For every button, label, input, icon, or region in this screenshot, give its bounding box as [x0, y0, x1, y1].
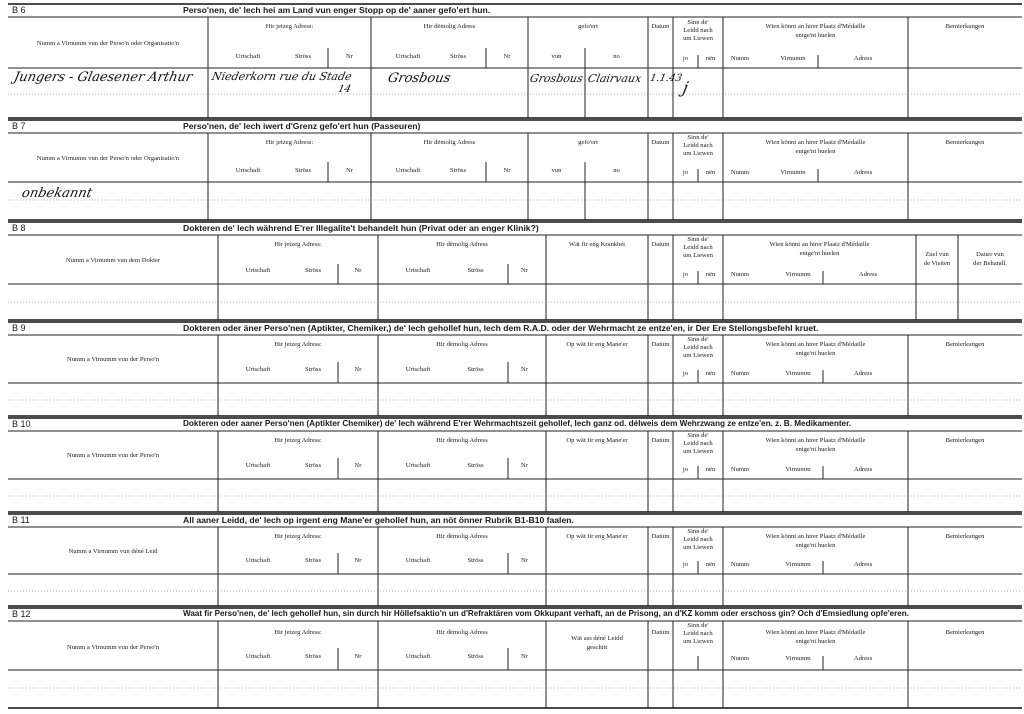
- col-nr: Nr: [346, 53, 353, 60]
- col-stross: Ströss: [467, 267, 484, 274]
- person-header: Numm a Virnumm vun der Perso'n oder Organisatio'n: [36, 155, 180, 162]
- sinn-line3: um Liewen: [683, 544, 713, 551]
- current-address-header: Hir jetzeg Adress:: [274, 437, 322, 444]
- col-nr: Nr: [354, 557, 362, 564]
- medal-line2: entge'nt huelen: [799, 250, 840, 257]
- col-urtschaft: Urtschaft: [405, 557, 431, 564]
- col-nr: Nr: [521, 366, 528, 373]
- col-nen: nën: [705, 370, 716, 377]
- person-header: Numm a Virnumm vun déné Leid: [68, 548, 158, 555]
- section-title: Waat fir Perso'nen, de' lech gehollef hun, sin durch hir Höllefsaktio'n un d'Refraktären vom Okkupant verhaft, an de Prisong, an d'KZ komm oder erschoss gin? Och d'Emsiedlung opfe'eren.: [183, 609, 909, 618]
- section-code: B 7: [12, 121, 26, 131]
- col-virnumm: Virnumm: [785, 271, 811, 278]
- col-urtschaft: Urtschaft: [395, 53, 421, 60]
- handwritten-to: Clairvaux: [586, 72, 643, 85]
- col-virnumm: Virnumm: [785, 370, 811, 377]
- col-numm: Numm: [730, 655, 750, 662]
- col-stross: Ströss: [467, 653, 484, 660]
- section-b11: [8, 514, 1022, 606]
- col-urtschaft: Urtschaft: [245, 653, 271, 660]
- section-code: B 9: [12, 323, 26, 333]
- col-stross: Ströss: [304, 267, 322, 274]
- person-header: Numm a Virnumm vun der Perso'n: [66, 644, 160, 651]
- sinn-line3: um Liewen: [683, 150, 713, 157]
- former-address-header: Hir dëmolig Adress: [423, 139, 476, 146]
- col-urtschaft: Urtschaft: [235, 167, 261, 174]
- col-stross: Ströss: [467, 557, 484, 564]
- section-code: B 11: [12, 515, 30, 525]
- sinn-line2: Leidd nach: [683, 244, 713, 251]
- col-illness: Wät fir eng Krankhét: [568, 241, 626, 248]
- sinn-line1: Sinn de': [687, 528, 709, 535]
- section-code: B 12: [12, 609, 31, 619]
- col-urtschaft: Urtschaft: [245, 267, 271, 274]
- former-address-header: Hir dëmolig Adress: [436, 629, 488, 636]
- medal-line2: entge'nt huelen: [795, 446, 836, 453]
- col-stross: Ströss: [304, 557, 322, 564]
- col-virnumm: Virnumm: [785, 466, 811, 473]
- col-nr: Nr: [521, 557, 528, 564]
- col-urtschaft: Urtschaft: [395, 167, 421, 174]
- visits-line1: Zuel vun: [925, 251, 949, 258]
- former-address-header: Hir dëmolig Adress: [423, 23, 476, 30]
- medal-line1: Wien könnt an hirer Plaatz d'Médaille: [769, 241, 870, 248]
- col-nen: nën: [705, 55, 716, 62]
- former-address-header: Hir dëmolig Adress: [436, 533, 488, 540]
- section-b7: [8, 120, 1022, 220]
- sinn-line3: um Liewen: [683, 638, 713, 645]
- col-date: Datum: [651, 241, 670, 248]
- col-stross: Ströss: [294, 53, 312, 60]
- col-virnumm: Virnumm: [780, 169, 806, 176]
- col-stross: Ströss: [304, 366, 322, 373]
- col-numm: Numm: [730, 55, 750, 62]
- col-date: Datum: [651, 629, 670, 636]
- col-nr: Nr: [503, 167, 511, 174]
- section-title: Dokteren oder äner Perso'nen (Aptikter, Chemiker,) de' lech gehollef hun, lech dem R.A.D. oder der Wehrmacht ze entze'en, ir Der Ere Stellongsbefehl kruet.: [183, 323, 819, 333]
- col-nr: Nr: [354, 366, 362, 373]
- medal-line1: Wien könnt an hirer Plaatz d'Médaille: [765, 437, 866, 444]
- col-to: no: [613, 167, 620, 174]
- col-nr: Nr: [521, 653, 528, 660]
- col-manner: Op wät fir eng Mane'er: [566, 533, 628, 540]
- section-b10: [8, 418, 1022, 512]
- col-nen: nën: [705, 466, 716, 473]
- section-code: B 6: [12, 5, 26, 15]
- col-remarks: Bemierkungen: [945, 629, 985, 636]
- duration-line2: der Behandl.: [973, 260, 1007, 267]
- section-code: B 10: [12, 419, 31, 429]
- medal-line2: entge'nt huelen: [795, 638, 836, 645]
- col-virnumm: Virnumm: [785, 561, 811, 568]
- current-address-header: Hir jetzeg Adress:: [274, 241, 322, 248]
- col-numm: Numm: [730, 271, 750, 278]
- col-adress: Adress: [853, 55, 873, 62]
- col-nr: Nr: [346, 167, 353, 174]
- medal-line2: entge'nt huelen: [795, 542, 836, 549]
- col-numm: Numm: [730, 169, 750, 176]
- sinn-line2: Leidd nach: [683, 27, 713, 34]
- handwritten-jo-mark: j: [680, 78, 690, 97]
- person-header: Numm a Virnumm vun der Perso'n oder Organisatio'n: [36, 40, 180, 47]
- sinn-line2: Leidd nach: [683, 142, 713, 149]
- section-b8: [8, 222, 1022, 320]
- handwritten-current-nr: 14: [336, 84, 352, 95]
- sinn-line2: Leidd nach: [683, 630, 713, 637]
- col-urtschaft: Urtschaft: [405, 462, 431, 469]
- col-nr: Nr: [521, 462, 528, 469]
- section-title: Dokteren de' lech während E'rer Illegalite't behandelt hun (Privat oder an enger Klinik?): [183, 223, 539, 233]
- col-remarks: Bemierkungen: [945, 139, 985, 146]
- col-to: no: [613, 53, 620, 60]
- col-nr: Nr: [354, 653, 362, 660]
- section-b12: [8, 608, 1022, 708]
- col-remarks: Bemierkungen: [945, 23, 985, 30]
- current-address-header: Hir jetzeg Adress:: [274, 341, 322, 348]
- col-jo: jo: [682, 561, 689, 568]
- visits-line2: de Visiten: [923, 260, 951, 267]
- col-numm: Numm: [730, 466, 750, 473]
- col-adress: Adress: [853, 561, 873, 568]
- current-address-header: Hir jetzeg Adress:: [274, 533, 322, 540]
- col-stross: Ströss: [304, 653, 322, 660]
- sinn-line1: Sinn de': [687, 432, 709, 439]
- col-stross: Ströss: [449, 53, 467, 60]
- current-address-header: Hir jetzeg Adress:: [265, 139, 314, 146]
- person-header: Numm a Virnumm vun der Perso'n: [66, 452, 160, 459]
- col-date: Datum: [651, 23, 670, 30]
- what-happened-line1: Wät ass déné Leidd: [571, 635, 623, 642]
- former-address-header: Hir dëmolig Adress: [436, 341, 488, 348]
- sinn-line1: Sinn de': [687, 134, 709, 141]
- col-remarks: Bemierkungen: [945, 341, 985, 348]
- sinn-line3: um Liewen: [683, 352, 713, 359]
- col-urtschaft: Urtschaft: [405, 267, 431, 274]
- col-date: Datum: [651, 341, 670, 348]
- col-urtschaft: Urtschaft: [245, 366, 271, 373]
- col-urtschaft: Urtschaft: [405, 366, 431, 373]
- col-remarks: Bemierkungen: [945, 437, 985, 444]
- sinn-line1: Sinn de': [687, 19, 709, 26]
- col-stross: Ströss: [449, 167, 467, 174]
- sinn-line3: um Liewen: [683, 252, 713, 259]
- sinn-line3: um Liewen: [683, 35, 713, 42]
- col-stross: Ströss: [304, 462, 322, 469]
- section-title: All aaner Leidd, de' lech op irgent eng Mane'er gehollef hun, an nöt önner Rubrik B1-B10 faalen.: [183, 515, 574, 525]
- sinn-line3: um Liewen: [683, 448, 713, 455]
- col-from: vun: [551, 53, 562, 60]
- sinn-line1: Sinn de': [687, 236, 709, 243]
- col-numm: Numm: [730, 370, 750, 377]
- what-happened-line2: geschitt: [586, 644, 608, 651]
- col-date: Datum: [651, 533, 670, 540]
- col-nen: nën: [705, 169, 716, 176]
- col-adress: Adress: [853, 169, 873, 176]
- col-nr: Nr: [354, 267, 362, 274]
- col-stross: Ströss: [467, 366, 484, 373]
- medal-line1: Wien könnt an hirer Plaatz d'Médaille: [765, 533, 866, 540]
- medal-line1: Wien könnt an hirer Plaatz d'Médaille: [765, 629, 866, 636]
- section-b9: [8, 322, 1022, 416]
- col-from: vun: [551, 167, 562, 174]
- sinn-line2: Leidd nach: [683, 440, 713, 447]
- col-date: Datum: [651, 139, 670, 146]
- duration-line1: Dauer vun: [976, 251, 1004, 258]
- col-jo: jo: [682, 169, 689, 176]
- sinn-line2: Leidd nach: [683, 536, 713, 543]
- current-address-header: Hir jetzeg Adress:: [265, 23, 314, 30]
- medal-line1: Wien könnt an hirer Plaatz d'Médaille: [765, 341, 866, 348]
- col-urtschaft: Urtschaft: [235, 53, 261, 60]
- medal-line1: Wien könnt an hirer Plaatz d'Médaille: [765, 139, 866, 146]
- handwritten-from: Grosbous: [528, 72, 585, 85]
- section-b6: [8, 4, 1022, 118]
- handwritten-current-address: Niederkorn rue du Stade: [210, 70, 354, 83]
- sinn-line1: Sinn de': [687, 622, 709, 629]
- transported-header: gefo'ert: [578, 23, 598, 30]
- col-virnumm: Virnumm: [780, 55, 806, 62]
- col-remarks: Bemierkungen: [945, 533, 985, 540]
- section-title: Perso'nen, de' lech hei am Land vun enger Stopp op de' aaner gefo'ert hun.: [183, 5, 491, 15]
- col-jo: jo: [682, 370, 689, 377]
- col-adress: Adress: [853, 466, 873, 473]
- col-adress: Adress: [853, 370, 873, 377]
- col-nen: nën: [705, 561, 716, 568]
- section-code: B 8: [12, 223, 26, 233]
- col-urtschaft: Urtschaft: [245, 557, 271, 564]
- col-jo: jo: [682, 55, 689, 62]
- col-nen: nën: [705, 271, 716, 278]
- current-address-header: Hir jetzeg Adress:: [274, 629, 322, 636]
- sinn-line2: Leidd nach: [683, 344, 713, 351]
- col-numm: Numm: [730, 561, 750, 568]
- col-adress: Adress: [858, 271, 878, 278]
- former-address-header: Hir dëmolig Adress: [436, 241, 488, 248]
- section-title: Perso'nen, de' lech iwert d'Grenz gefo'ert hun (Passeuren): [183, 121, 421, 131]
- handwritten-former-address: Grosbous: [386, 71, 452, 86]
- col-manner: Op wät fir eng Mane'er: [566, 437, 628, 444]
- col-urtschaft: Urtschaft: [245, 462, 271, 469]
- handwritten-name: Jungers - Glaesener Arthur: [12, 70, 194, 85]
- section-title: Dokteren oder aaner Perso'nen (Aptikter Chemiker) de' lech während E'rer Wehrmachtszeit gehollef, lech ganz od. délweis dem Wehrzwang ze entze'en. z. B. Medikamenter.: [183, 419, 852, 428]
- col-urtschaft: Urtschaft: [405, 653, 431, 660]
- transported-header: gefo'ert: [578, 139, 598, 146]
- col-manner: Op wät fir eng Mane'er: [566, 341, 628, 348]
- medal-line2: entge'nt huelen: [795, 350, 836, 357]
- doctor-header: Numm a Virnumm vun dem Dokter: [65, 257, 161, 264]
- col-date: Datum: [651, 437, 670, 444]
- col-jo: jo: [682, 271, 689, 278]
- col-adress: Adress: [853, 655, 873, 662]
- sinn-line1: Sinn de': [687, 336, 709, 343]
- col-jo: jo: [682, 466, 689, 473]
- medal-line1: Wien könnt an hirer Plaatz d'Médaille: [765, 23, 866, 30]
- col-stross: Ströss: [294, 167, 312, 174]
- col-stross: Ströss: [467, 462, 484, 469]
- col-nr: Nr: [521, 267, 528, 274]
- person-header: Numm a Virnumm vun der Perso'n: [66, 356, 160, 363]
- medal-line2: entge'nt huelen: [795, 148, 836, 155]
- medal-line2: entge'nt huelen: [795, 32, 836, 39]
- former-address-header: Hir dëmolig Adress: [436, 437, 488, 444]
- col-nr: Nr: [354, 462, 362, 469]
- col-virnumm: Virnumm: [785, 655, 811, 662]
- handwritten-name: onbekannt: [20, 186, 94, 201]
- col-nr: Nr: [503, 53, 511, 60]
- handwritten-date: 1.1.43: [648, 73, 683, 84]
